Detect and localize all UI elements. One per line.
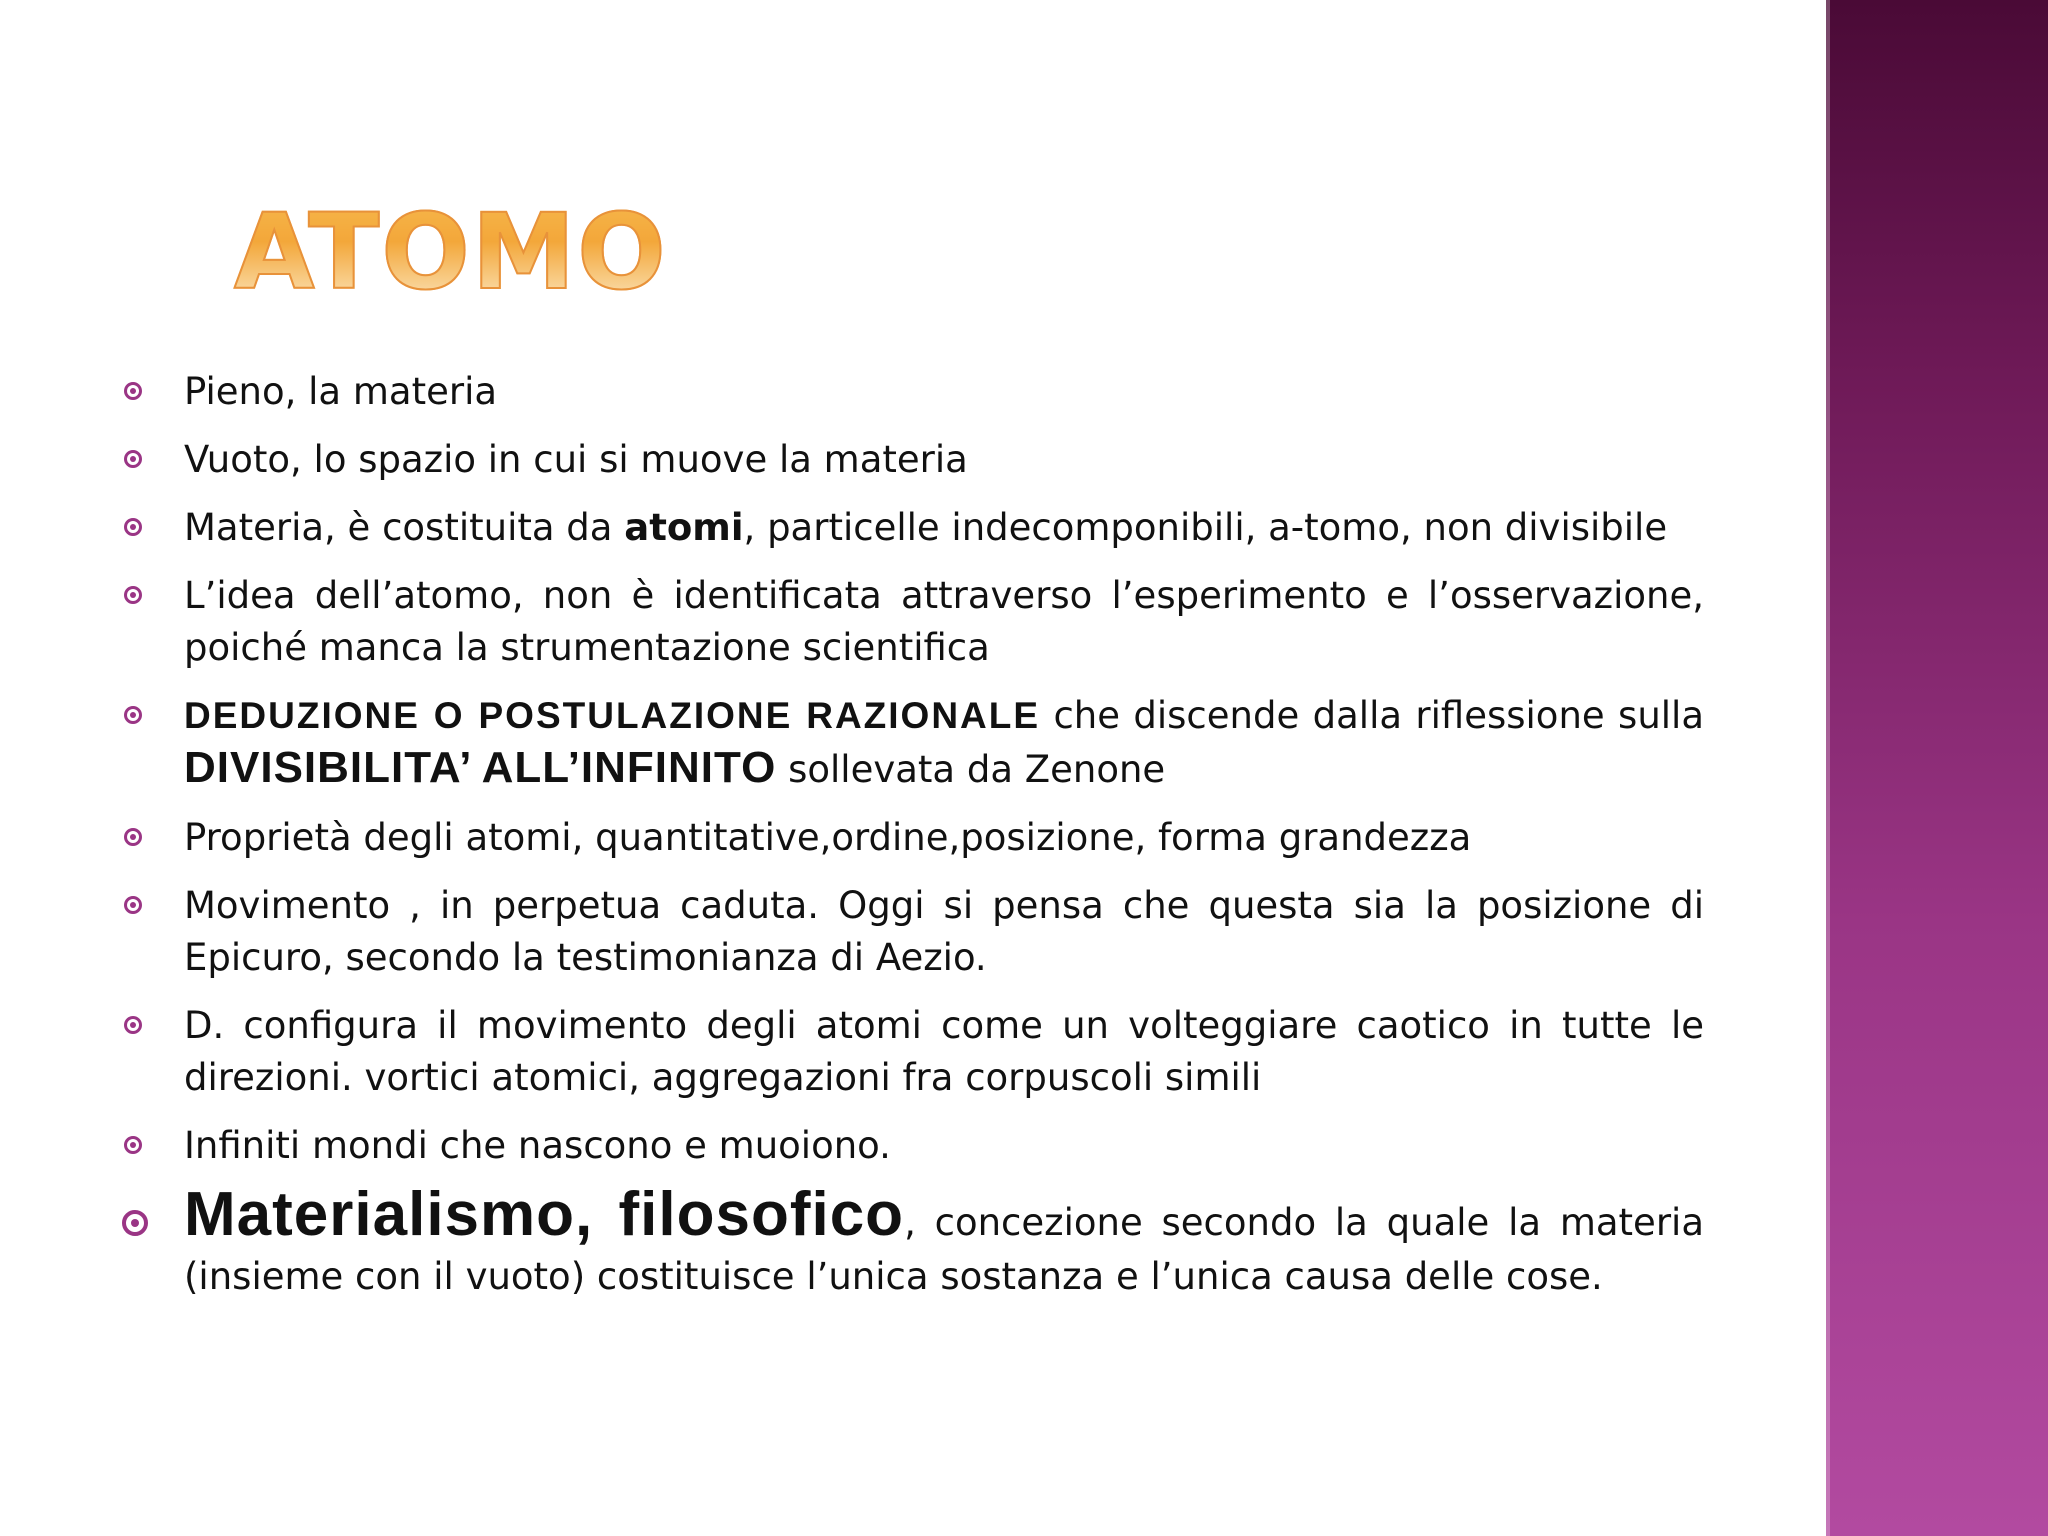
bullet-text: D. configura il movimento degli atomi come un volteggiare caotico in tutte le direzioni. vortici atomici, aggregazioni fra corpuscoli simili: [184, 1004, 1704, 1099]
bullet-text-after: sollevata da Zenone: [776, 748, 1166, 791]
list-item: [118, 812, 1704, 864]
list-item: [118, 1180, 1704, 1304]
decorative-side-panel: [1826, 0, 2048, 1536]
bullet-text: Vuoto, lo spazio in cui si muove la materia: [184, 438, 968, 481]
circle-dot-bullet-icon: [124, 450, 142, 468]
list-item: [118, 502, 1704, 554]
circle-dot-bullet-icon: [124, 518, 142, 536]
bullet-text-after: , concezione secondo la quale la materia (insieme con il vuoto) costituisce l’unica sostanza e l’unica causa delle cose.: [184, 1201, 1704, 1298]
bullet-text-before: Materia, è costituita da: [184, 506, 625, 549]
bullet-text-mid: che discende dalla riflessione sulla: [1040, 694, 1704, 737]
circle-dot-bullet-icon: [124, 896, 142, 914]
bullet-text-after: , particelle indecomponibili, a-tomo, non divisibile: [743, 506, 1668, 549]
list-item: [118, 570, 1704, 674]
slide-title: ATOMO: [234, 191, 668, 313]
bullet-text: Pieno, la materia: [184, 370, 498, 413]
bullet-text: Proprietà degli atomi, quantitative,ordine,posizione, forma grandezza: [184, 816, 1472, 859]
list-item: [118, 690, 1704, 796]
list-item: [118, 880, 1704, 984]
circle-dot-bullet-icon: [124, 706, 142, 724]
circle-dot-bullet-icon: [122, 1210, 148, 1236]
bullet-text: Movimento , in perpetua caduta. Oggi si pensa che questa sia la posizione di Epicuro, secondo la testimonianza di Aezio.: [184, 884, 1704, 979]
circle-dot-bullet-icon: [124, 1016, 142, 1034]
bullet-text-caps-big: DIVISIBILITA’ ALL’INFINITO: [184, 743, 777, 792]
bullet-text: Infiniti mondi che nascono e muoiono.: [184, 1124, 891, 1167]
bullet-list: [118, 366, 1704, 1320]
list-item: [118, 1120, 1704, 1172]
circle-dot-bullet-icon: [124, 1136, 142, 1154]
circle-dot-bullet-icon: [124, 828, 142, 846]
list-item: [118, 1000, 1704, 1104]
circle-dot-bullet-icon: [124, 586, 142, 604]
bullet-text-caps: DEDUZIONE O POSTULAZIONE RAZIONALE: [184, 695, 1041, 736]
list-item: [118, 366, 1704, 418]
bullet-text-bold: atomi: [624, 506, 744, 549]
circle-dot-bullet-icon: [124, 382, 142, 400]
bullet-text: L’idea dell’atomo, non è identificata attraverso l’esperimento e l’osservazione, poiché manca la strumentazione scientifica: [184, 574, 1704, 669]
bullet-text-huge: Materialismo, filosofico: [184, 1180, 905, 1249]
list-item: [118, 434, 1704, 486]
